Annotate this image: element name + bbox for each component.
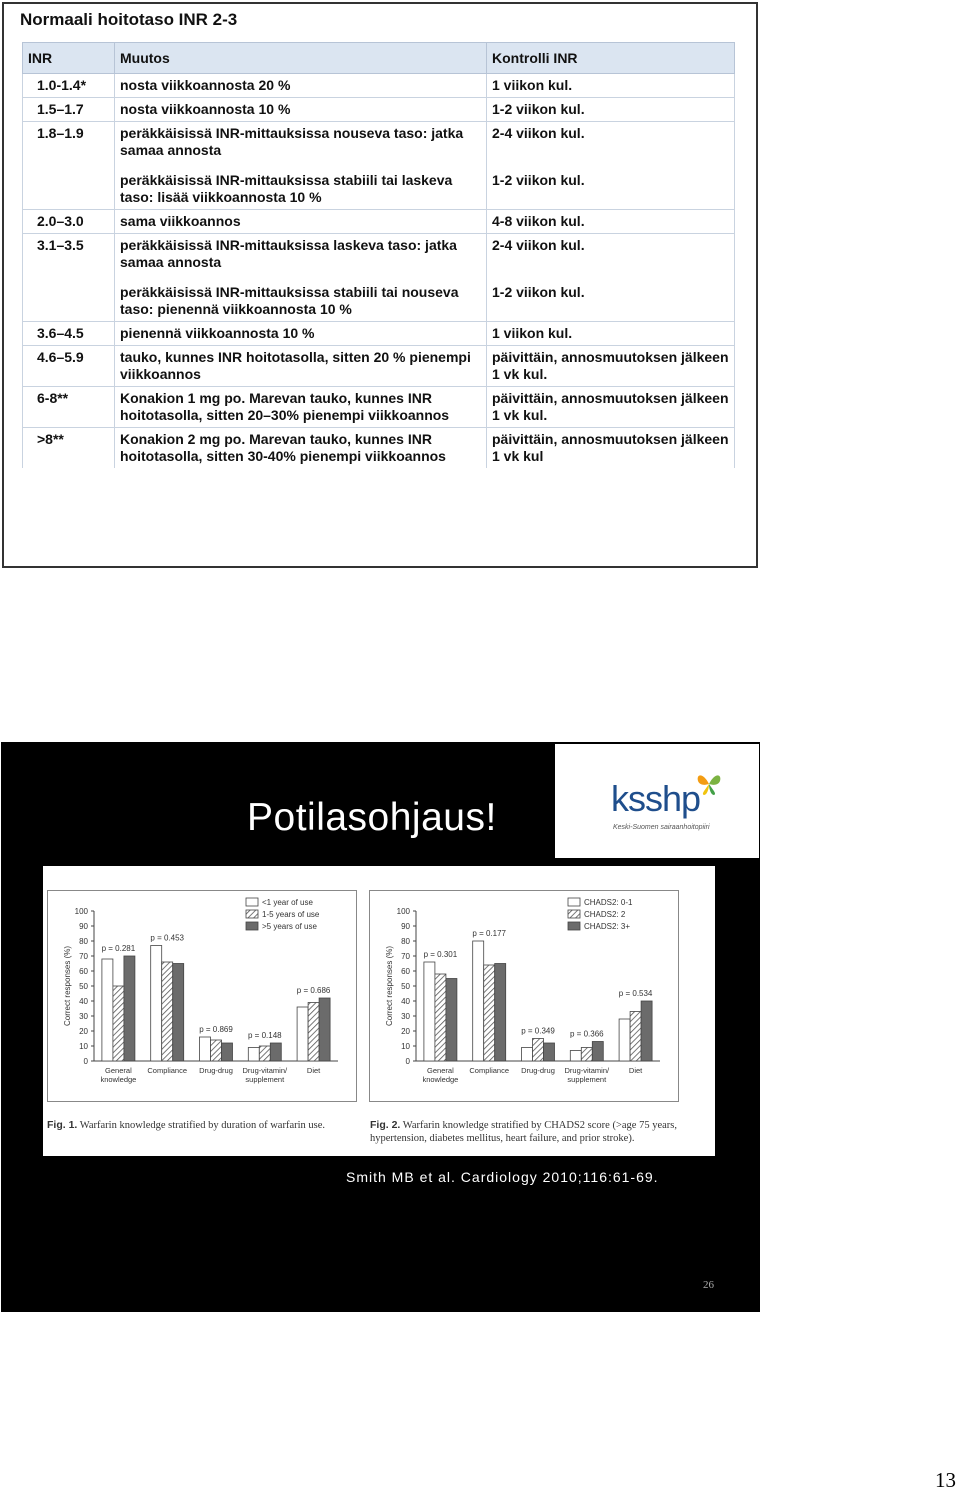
chart-svg [370,891,678,1101]
muutos-text-alt: peräkkäisissä INR-mittauksissa stabiili tai nouseva taso: pienennä viikkoannosta 10 % [120,284,459,317]
p-value-label: p = 0.349 [521,1026,555,1036]
bar [495,964,506,1062]
column-header-muutos: Muutos [115,43,487,74]
y-tick-label: 70 [79,952,88,961]
legend-swatch [568,910,580,918]
y-tick-label: 40 [401,997,410,1006]
caption-label: Fig. 1. [47,1119,78,1131]
bar [424,962,435,1061]
p-value-label: p = 0.177 [472,929,506,938]
y-axis-label: Correct responses (%) [385,945,394,1027]
legend-swatch [246,898,258,906]
table-row [23,234,735,322]
inr-cell: 1.8–1.9 [23,122,115,210]
legend-label: 1-5 years of use [262,910,320,919]
figure-caption-2 [370,1119,682,1145]
bar [173,964,184,1062]
muutos-cell: nosta viikkoannosta 20 % [115,74,487,98]
logo-text: ksshp [611,778,701,819]
chart-duration [47,890,357,1102]
bar [522,1048,533,1062]
y-tick-label: 0 [83,1057,88,1066]
caption-label: Fig. 2. [370,1119,401,1131]
table-row [23,122,735,210]
p-value-label: p = 0.366 [570,1029,604,1039]
muutos-text-alt: peräkkäisissä INR-mittauksissa stabiili tai laskeva taso: lisää viikkoannosta 10 % [120,172,453,205]
y-tick-label: 30 [79,1012,88,1021]
x-tick-label: Compliance [147,1066,188,1075]
bar [619,1019,630,1061]
bar [319,998,330,1061]
y-tick-label: 70 [401,952,410,961]
y-tick-label: 40 [79,997,88,1006]
column-header-inr: INR [23,43,115,74]
bar [113,986,124,1061]
bar [630,1012,641,1062]
y-tick-label: 20 [79,1027,88,1036]
y-tick-label: 90 [401,922,410,931]
x-tick-label: Drug-drug [521,1066,555,1075]
bar [162,962,173,1061]
kontrolli-cell: päivittäin, annosmuutoksen jälkeen 1 vk kul [487,428,735,469]
bar [446,979,457,1062]
y-tick-label: 20 [401,1027,410,1036]
slide-patient-education [1,742,760,1312]
legend-swatch [568,922,580,930]
y-tick-label: 0 [405,1057,410,1066]
p-value-label: p = 0.453 [150,933,184,943]
slide-title: Normaali hoitotaso INR 2-3 [20,10,238,29]
y-tick-label: 10 [79,1042,88,1051]
muutos-cell: Konakion 2 mg po. Marevan tauko, kunnes INR hoitotasolla, sitten 30-40% pienempi viikkoannos [115,428,487,469]
y-tick-label: 60 [79,967,88,976]
x-tick-label: Diet [306,1066,321,1075]
inr-cell: 1.0-1.4* [23,74,115,98]
bar [248,1048,259,1062]
p-value-label: p = 0.301 [423,950,458,959]
x-tick-label: Diet [628,1066,643,1075]
bar [570,1051,581,1062]
kontrolli-cell [487,234,735,322]
kontrolli-cell: 1-2 viikon kul. [487,98,735,122]
y-tick-label: 50 [79,982,88,991]
y-tick-label: 30 [401,1012,410,1021]
kontrolli-cell: 1 viikon kul. [487,322,735,346]
muutos-cell: Konakion 1 mg po. Marevan tauko, kunnes INR hoitotasolla, sitten 20–30% pienempi viikkoannos [115,387,487,428]
inr-cell: 6-8** [23,387,115,428]
legend-label: <1 year of use [262,898,313,907]
x-tick-label: supplement [245,1075,285,1084]
x-tick-label: General [427,1066,454,1075]
legend-swatch [568,898,580,906]
bar [581,1048,592,1062]
x-tick-label: Drug-vitamin/ [242,1066,288,1075]
legend-label: CHADS2: 2 [584,910,626,919]
x-tick-label: Drug-drug [199,1066,233,1075]
citation: Smith MB et al. Cardiology 2010;116:61-69. [346,1169,659,1185]
bar [533,1039,544,1062]
muutos-text: peräkkäisissä INR-mittauksissa nouseva taso: jatka samaa annosta [120,125,464,158]
y-tick-label: 100 [396,907,410,916]
kontrolli-text-alt: 1-2 viikon kul. [492,284,585,300]
caption-text: Warfarin knowledge stratified by CHADS2 score (>age 75 years, hypertension, diabetes mellitus, heart failure, and prior stroke). [370,1120,677,1144]
bar [544,1043,555,1061]
inr-cell: 3.1–3.5 [23,234,115,322]
bar [308,1003,319,1062]
muutos-cell: nosta viikkoannosta 10 % [115,98,487,122]
table-header-row [23,43,735,74]
kontrolli-cell [487,122,735,210]
bar [641,1001,652,1061]
inr-cell: 3.6–4.5 [23,322,115,346]
x-tick-label: knowledge [100,1075,137,1084]
bar [222,1043,233,1061]
chart-svg [48,891,356,1101]
kontrolli-cell: päivittäin, annosmuutoksen jälkeen 1 vk kul. [487,346,735,387]
slide-number: 26 [703,1279,714,1291]
kontrolli-cell: päivittäin, annosmuutoksen jälkeen 1 vk kul. [487,387,735,428]
bar [151,946,162,1062]
bar [484,965,495,1061]
x-tick-label: Compliance [469,1066,510,1075]
inr-cell: 2.0–3.0 [23,210,115,234]
kontrolli-text: 2-4 viikon kul. [492,237,585,253]
muutos-cell: pienennä viikkoannosta 10 % [115,322,487,346]
figure-panel [43,866,715,1156]
table-row [23,210,735,234]
table-row [23,98,735,122]
muutos-cell [115,234,487,322]
legend-swatch [246,910,258,918]
caption-text: Warfarin knowledge stratified by duration of warfarin use. [79,1120,326,1131]
chart-chads2 [369,890,679,1102]
x-tick-label: supplement [567,1075,607,1084]
x-tick-label: General [105,1066,132,1075]
y-tick-label: 50 [401,982,410,991]
x-tick-label: Drug-vitamin/ [564,1066,610,1075]
inr-cell: 4.6–5.9 [23,346,115,387]
inr-dosing-table [22,42,735,468]
bar [270,1043,281,1061]
legend-label: CHADS2: 0-1 [584,898,633,907]
muutos-cell [115,122,487,210]
figure-caption-1 [47,1119,359,1132]
bar [200,1037,211,1061]
y-tick-label: 80 [79,937,88,946]
y-tick-label: 100 [74,907,88,916]
bar [592,1042,603,1062]
y-tick-label: 60 [401,967,410,976]
legend-label: CHADS2: 3+ [584,922,631,931]
y-axis-label: Correct responses (%) [63,945,72,1027]
y-tick-label: 10 [401,1042,410,1051]
table-row [23,346,735,387]
bar [259,1046,270,1061]
y-tick-label: 90 [79,922,88,931]
bar [297,1007,308,1061]
p-value-label: p = 0.869 [199,1025,233,1034]
slide-inr-table [2,2,758,568]
p-value-label: p = 0.686 [296,986,331,995]
legend-swatch [246,922,258,930]
table-row [23,74,735,98]
p-value-label: p = 0.534 [618,989,653,998]
bar [124,956,135,1061]
column-header-kontrolli: Kontrolli INR [487,43,735,74]
kontrolli-text: 2-4 viikon kul. [492,125,585,141]
logo-subtitle: Keski-Suomen sairaanhoitopiiri [613,824,710,831]
bar [473,941,484,1061]
kontrolli-cell: 4-8 viikon kul. [487,210,735,234]
inr-cell: 1.5–1.7 [23,98,115,122]
table-row [23,428,735,469]
x-tick-label: knowledge [422,1075,459,1084]
y-tick-label: 80 [401,937,410,946]
bar [435,974,446,1061]
page-number: 13 [935,1468,956,1492]
legend-label: >5 years of use [262,922,317,931]
bar [102,959,113,1061]
muutos-text: peräkkäisissä INR-mittauksissa laskeva taso: jatka samaa annosta [120,237,457,270]
logo [555,744,759,858]
muutos-cell: tauko, kunnes INR hoitotasolla, sitten 20 % pienempi viikkoannos [115,346,487,387]
muutos-cell: sama viikkoannos [115,210,487,234]
table-row [23,322,735,346]
slide-title: Potilasohjaus! [247,796,497,839]
p-value-label: p = 0.281 [101,944,136,953]
table-row [23,387,735,428]
kontrolli-cell: 1 viikon kul. [487,74,735,98]
p-value-label: p = 0.148 [248,1031,282,1040]
bar [211,1040,222,1061]
inr-cell: >8** [23,428,115,469]
kontrolli-text-alt: 1-2 viikon kul. [492,172,585,188]
